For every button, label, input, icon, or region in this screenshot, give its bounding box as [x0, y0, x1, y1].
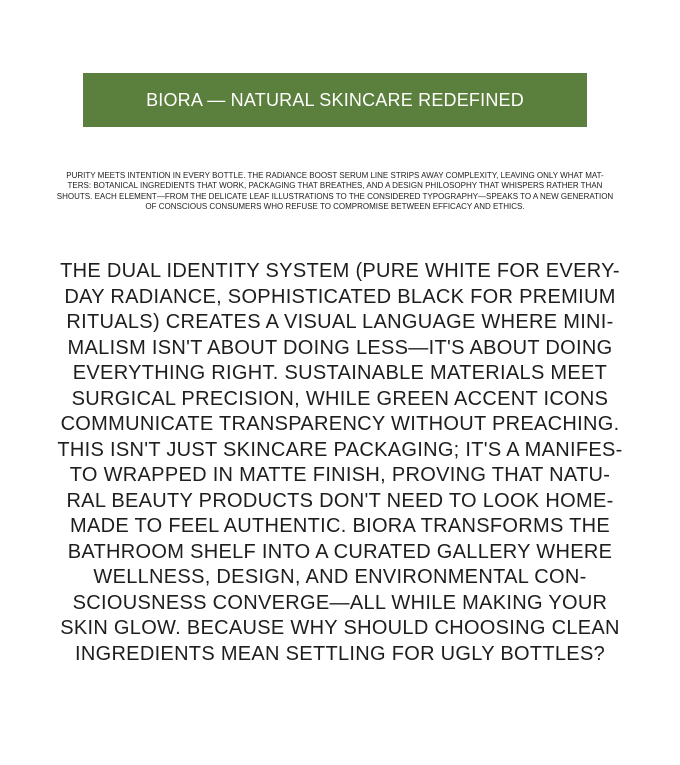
body-paragraph: [30, 259, 650, 667]
body-line: THE DUAL IDENTITY SYSTEM (PURE WHITE FOR EVERY-: [60, 260, 620, 282]
intro-line: SHOUTS. EACH ELEMENT—FROM THE DELICATE LEAF ILLUSTRATIONS TO THE CONSIDERED TYPOGRAPHY—SPEAKS TO A NEW GENERATION: [56, 191, 614, 201]
body-line: MADE TO FEEL AUTHENTIC. BIORA TRANSFORMS THE: [70, 515, 610, 537]
body-line: EVERYTHING RIGHT. SUSTAINABLE MATERIALS MEET: [72, 362, 608, 384]
intro-paragraph: [28, 171, 642, 212]
body-line: THIS ISN'T JUST SKINCARE PACKAGING; IT'S A MANIFES-: [57, 438, 623, 461]
body-line: BATHROOM SHELF INTO A CURATED GALLERY WHERE: [67, 540, 613, 563]
banner-title: BIORA — NATURAL SKINCARE REDEFINED: [146, 89, 524, 110]
body-line: SURGICAL PRECISION, WHILE GREEN ACCENT ICONS: [71, 387, 609, 410]
body-line: RAL BEAUTY PRODUCTS DON'T NEED TO LOOK HOME-: [66, 489, 614, 512]
body-line: SCIOUSNESS CONVERGE—ALL WHILE MAKING YOUR: [72, 591, 608, 614]
body-line: COMMUNICATE TRANSPARENCY WITHOUT PREACHING.: [60, 413, 620, 435]
intro-line: OF CONSCIOUS CONSUMERS WHO REFUSE TO COMPROMISE BETWEEN EFFICACY AND ETHICS.: [145, 201, 525, 211]
body-line: RITUALS) CREATES A VISUAL LANGUAGE WHERE MINI-: [66, 311, 614, 333]
body-line: TO WRAPPED IN MATTE FINISH, PROVING THAT NATU-: [69, 464, 611, 486]
body-line: WELLNESS, DESIGN, AND ENVIRONMENTAL CON-: [93, 566, 587, 588]
intro-line: TERS: BOTANICAL INGREDIENTS THAT WORK, PACKAGING THAT BREATHES, AND A DESIGN PHILOSOPHY THAT WHISPERS RATHER THAN: [67, 181, 603, 191]
intro-line: PURITY MEETS INTENTION IN EVERY BOTTLE. THE RADIANCE BOOST SERUM LINE STRIPS AWAY COMPLEXITY, LEAVING ONLY WHAT MAT-: [66, 171, 604, 180]
body-line: INGREDIENTS MEAN SETTLING FOR UGLY BOTTLES?: [74, 642, 606, 665]
body-line: SKIN GLOW. BECAUSE WHY SHOULD CHOOSING CLEAN: [60, 617, 620, 639]
body-line: MALISM ISN'T ABOUT DOING LESS—IT'S ABOUT DOING: [67, 336, 613, 359]
body-line: DAY RADIANCE, SOPHISTICATED BLACK FOR PREMIUM: [64, 285, 616, 308]
title-banner: [83, 73, 587, 127]
